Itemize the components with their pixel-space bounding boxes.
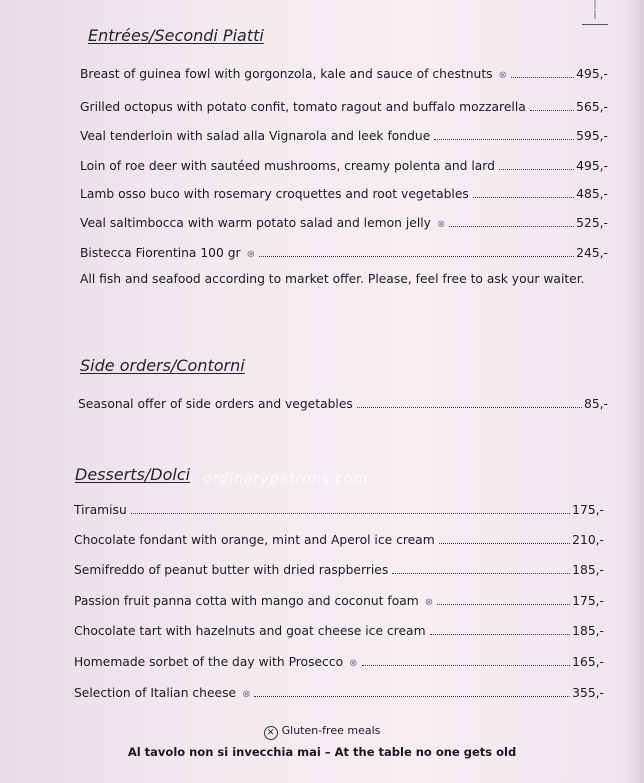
sides-menu-item [78,397,608,417]
desserts-menu-item [74,594,604,614]
menu-item-name: Veal saltimbocca with warm potato salad and lemon jelly [80,216,431,230]
desserts-menu-item [74,655,604,675]
menu-item-name: Selection of Italian cheese [74,686,237,700]
dotted-leader [434,138,574,140]
gluten-free-icon: ⊗ [246,249,255,260]
gluten-free-legend [0,724,644,740]
entrees-menu-item [80,129,608,149]
menu-item-price: 185,- [572,624,604,638]
menu-item-price: 495,- [576,159,608,173]
market-offer-note: All fish and seafood according to market offer. Please, feel free to ask your waiter. [80,272,585,286]
entrees-section-title: Entrées/Secondi Piatti [88,26,264,45]
menu-item-name: Tiramisu [74,503,127,517]
gluten-free-icon: ⊗ [498,70,507,81]
menu-item-name: Chocolate fondant with orange, mint and Aperol ice cream [74,533,435,547]
desserts-section-title: Desserts/Dolci [75,465,191,484]
dotted-leader [362,664,571,666]
menu-item-price: 355,- [572,686,604,700]
page-edge-shadow [626,0,644,783]
gluten-free-icon: ⊗ [436,219,446,230]
entrees-menu-item [80,159,608,179]
dotted-leader [511,76,574,78]
menu-item-name: Bistecca Fiorentina 100 gr [80,246,241,260]
menu-item-name: Semifreddo of peanut butter with dried raspberries [74,563,389,577]
footer-motto: Al tavolo non si invecchia mai – At the table no one gets old [127,745,517,759]
desserts-menu-item [74,624,604,644]
entrees-menu-item [80,187,608,207]
sides-section-title: Side orders/Contorni [80,356,245,375]
watermark: ordinarypatrons.com [203,471,369,487]
menu-item-price: 175,- [572,594,604,608]
desserts-menu-item [74,563,604,583]
menu-item-name: Grilled octopus with potato confit, tomato ragout and buffalo mozzarella [80,100,526,114]
menu-item-price: 185,- [572,563,604,577]
menu-item-price: 495,- [576,67,608,81]
dotted-leader [357,406,582,408]
menu-item-price: 565,- [576,100,608,114]
menu-item-name: Passion fruit panna cotta with mango and coconut foam [74,594,419,608]
gluten-free-legend-label: Gluten-free meals [281,724,381,737]
entrees-menu-item [80,246,608,266]
entrees-menu-item [80,67,608,87]
dotted-leader [437,603,570,605]
menu-item-price: 175,- [572,503,604,517]
dotted-leader [430,633,571,635]
dotted-leader [439,542,570,544]
gluten-free-icon: ⊗ [349,658,358,669]
gluten-free-icon: ✕ [264,726,278,740]
menu-item-name: Loin of roe deer with sautéed mushrooms, creamy polenta and lard [80,159,495,173]
menu-item-price: 595,- [576,129,608,143]
menu-item-name: Breast of guinea fowl with gorgonzola, kale and sauce of chestnuts [80,67,493,81]
dotted-leader [449,225,574,227]
desserts-menu-item [74,533,604,553]
menu-item-price: 165,- [572,655,604,669]
menu-item-price: 85,- [584,397,608,411]
menu-item-name: Chocolate tart with hazelnuts and goat cheese ice cream [74,624,426,638]
page-corner-mark: | | [582,0,608,25]
dotted-leader [259,255,574,257]
dotted-leader [131,512,570,514]
dotted-leader [530,109,574,111]
entrees-menu-item [80,216,608,236]
menu-item-name: Lamb osso buco with rosemary croquettes and root vegetables [80,187,469,201]
menu-item-name: Veal tenderloin with salad alla Vignarola and leek fondue [80,129,431,143]
dotted-leader [473,196,574,198]
desserts-menu-item [74,503,604,523]
dotted-leader [392,572,570,574]
menu-item-price: 245,- [576,246,608,260]
gluten-free-icon: ⊗ [424,597,434,608]
menu-item-price: 210,- [572,533,604,547]
dotted-leader [254,695,570,697]
gluten-free-icon: ⊗ [242,689,251,700]
entrees-menu-item [80,100,608,120]
menu-item-name: Seasonal offer of side orders and vegetables [78,397,353,411]
menu-item-price: 525,- [576,216,608,230]
menu-item-price: 485,- [576,187,608,201]
menu-item-name: Homemade sorbet of the day with Prosecco [74,655,344,669]
desserts-menu-item [74,686,604,706]
dotted-leader [499,168,574,170]
